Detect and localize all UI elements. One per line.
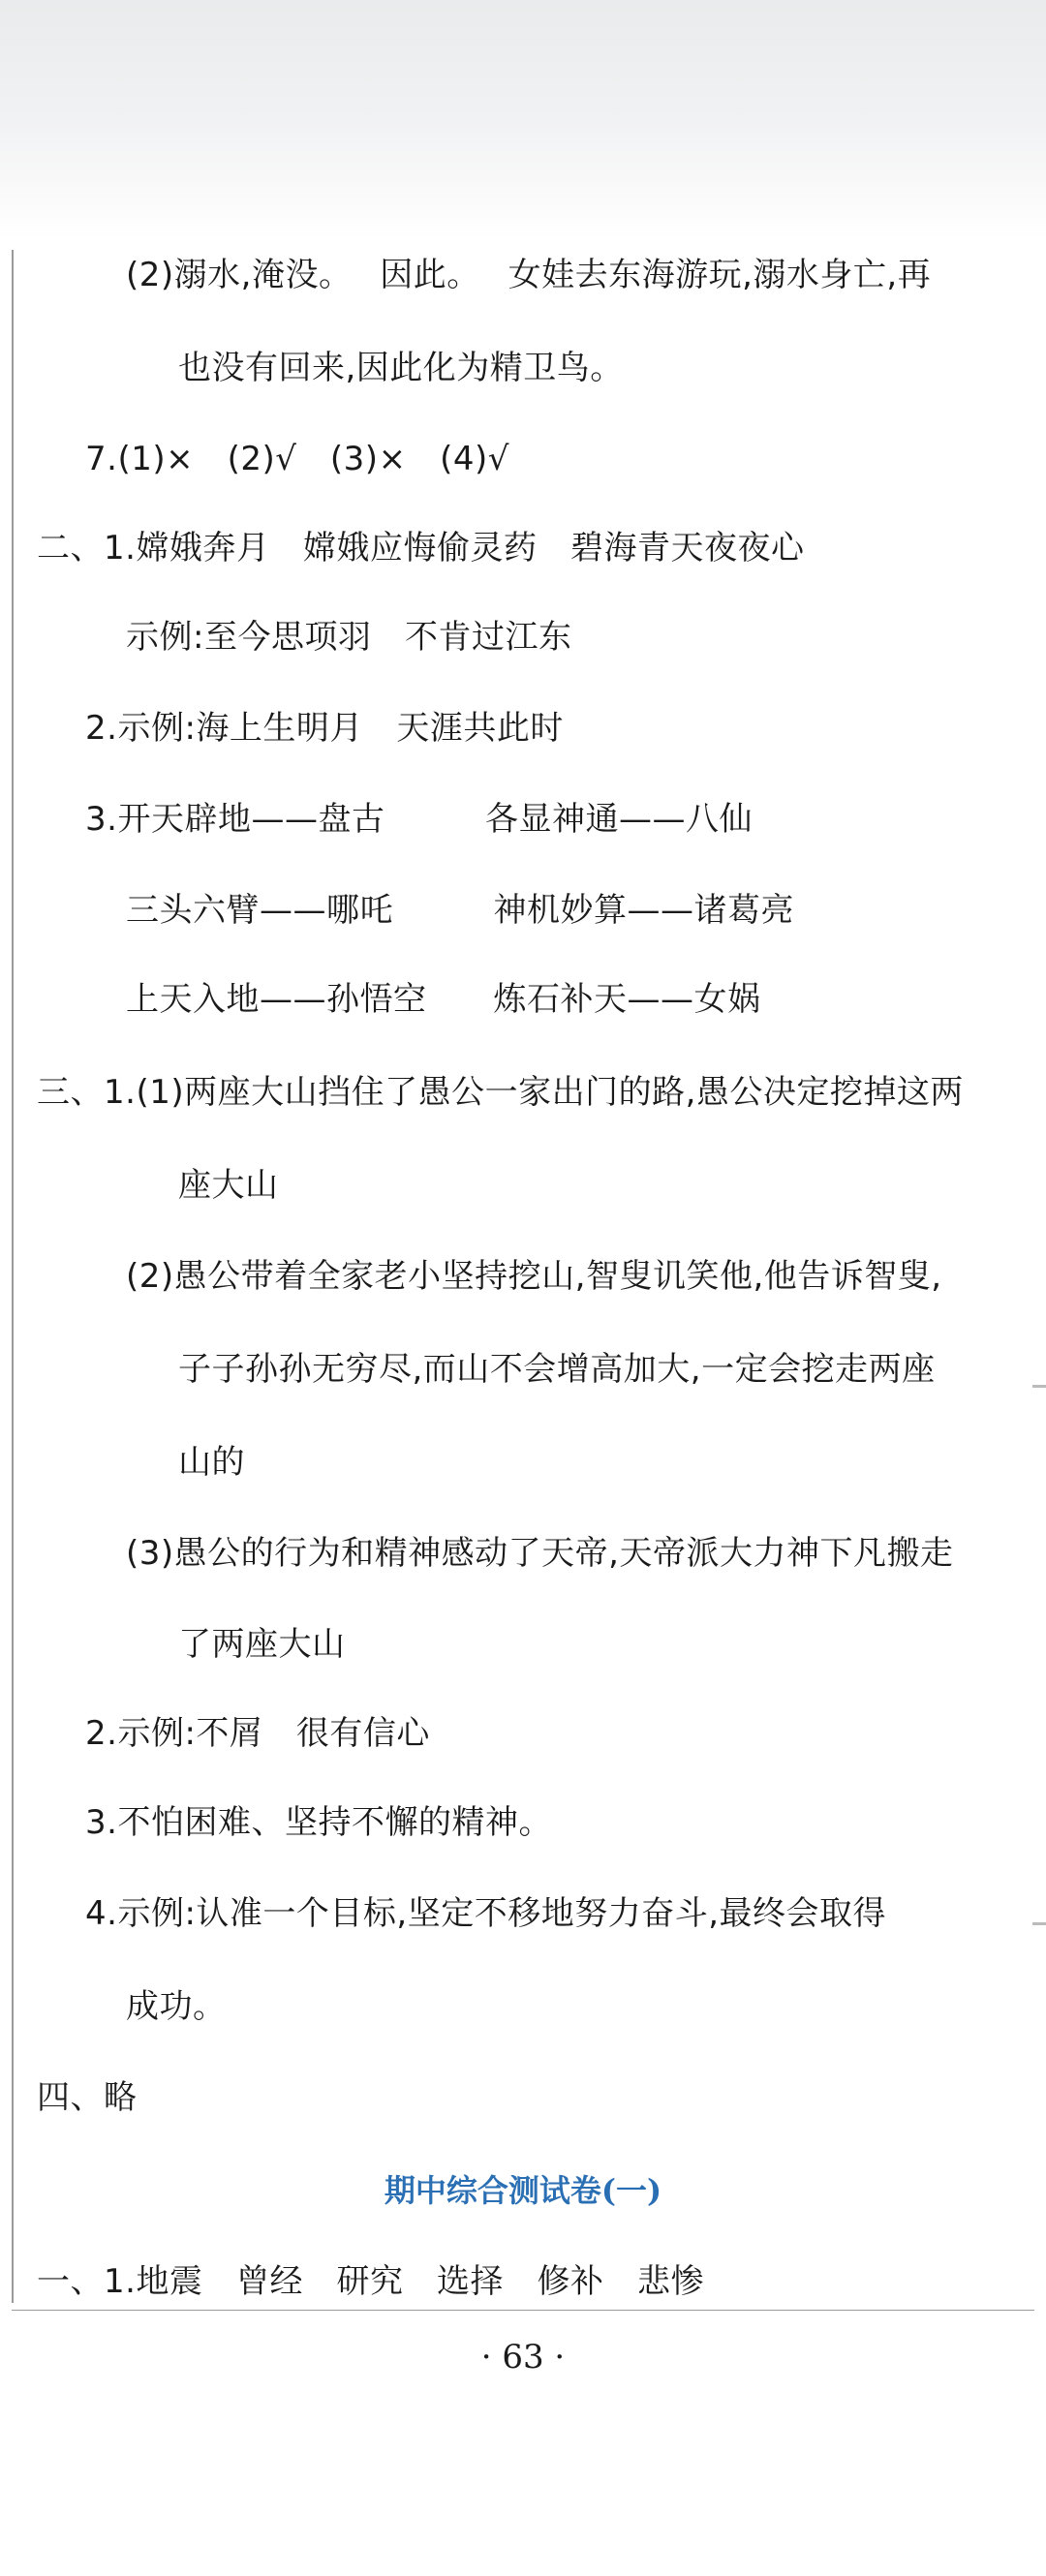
section-title: 期中综合测试卷(一) bbox=[384, 2172, 662, 2209]
answer-line: 示例:至今思项羽 不肯过江东 bbox=[126, 618, 572, 657]
answer-line: 一、1.地震 曾经 研究 选择 修补 悲惨 bbox=[37, 2262, 704, 2301]
answer-line: 2.示例:不屑 很有信心 bbox=[85, 1714, 430, 1753]
answer-line: 3.开天辟地——盘古 各显神通——八仙 bbox=[85, 800, 753, 839]
answer-line: 山的 bbox=[178, 1443, 245, 1482]
answer-line: 子子孙孙无穷尽,而山不会增高加大,一定会挖走两座 bbox=[178, 1350, 936, 1389]
answer-line: 4.示例:认准一个目标,坚定不移地努力奋斗,最终会取得 bbox=[85, 1894, 887, 1933]
answer-line: 三头六臂——哪吒 神机妙算——诸葛亮 bbox=[126, 891, 794, 930]
answer-line: 了两座大山 bbox=[178, 1625, 346, 1664]
answer-line: 座大山 bbox=[178, 1166, 279, 1205]
right-edge-mark bbox=[1032, 1385, 1046, 1388]
answer-line: 2.示例:海上生明月 天涯共此时 bbox=[85, 709, 564, 748]
bottom-rule bbox=[12, 2310, 1034, 2311]
answer-line: 三、1.(1)两座大山挡住了愚公一家出门的路,愚公决定挖掉这两 bbox=[37, 1073, 964, 1112]
answer-line: 3.不怕困难、坚持不懈的精神。 bbox=[85, 1803, 552, 1842]
right-edge-mark bbox=[1032, 1922, 1046, 1925]
left-margin-rule bbox=[12, 250, 14, 2303]
answer-line: 也没有回来,因此化为精卫鸟。 bbox=[178, 349, 624, 387]
answer-line: 二、1.嫦娥奔月 嫦娥应悔偷灵药 碧海青天夜夜心 bbox=[37, 529, 805, 567]
answer-line: (2)溺水,淹没。 因此。 女娃去东海游玩,溺水身亡,再 bbox=[126, 256, 932, 294]
answer-line: 7.(1)× (2)√ (3)× (4)√ bbox=[85, 440, 509, 478]
answer-line: (2)愚公带着全家老小坚持挖山,智叟讥笑他,他告诉智叟, bbox=[126, 1257, 942, 1296]
answer-line: 成功。 bbox=[126, 1987, 227, 2026]
answer-line: (3)愚公的行为和精神感动了天帝,天帝派大力神下凡搬走 bbox=[126, 1534, 954, 1573]
top-shaded-band bbox=[0, 0, 1046, 242]
page-number: · 63 · bbox=[480, 2338, 566, 2377]
answer-line: 四、略 bbox=[37, 2078, 138, 2117]
answer-line: 上天入地——孙悟空 炼石补天——女娲 bbox=[126, 980, 761, 1019]
